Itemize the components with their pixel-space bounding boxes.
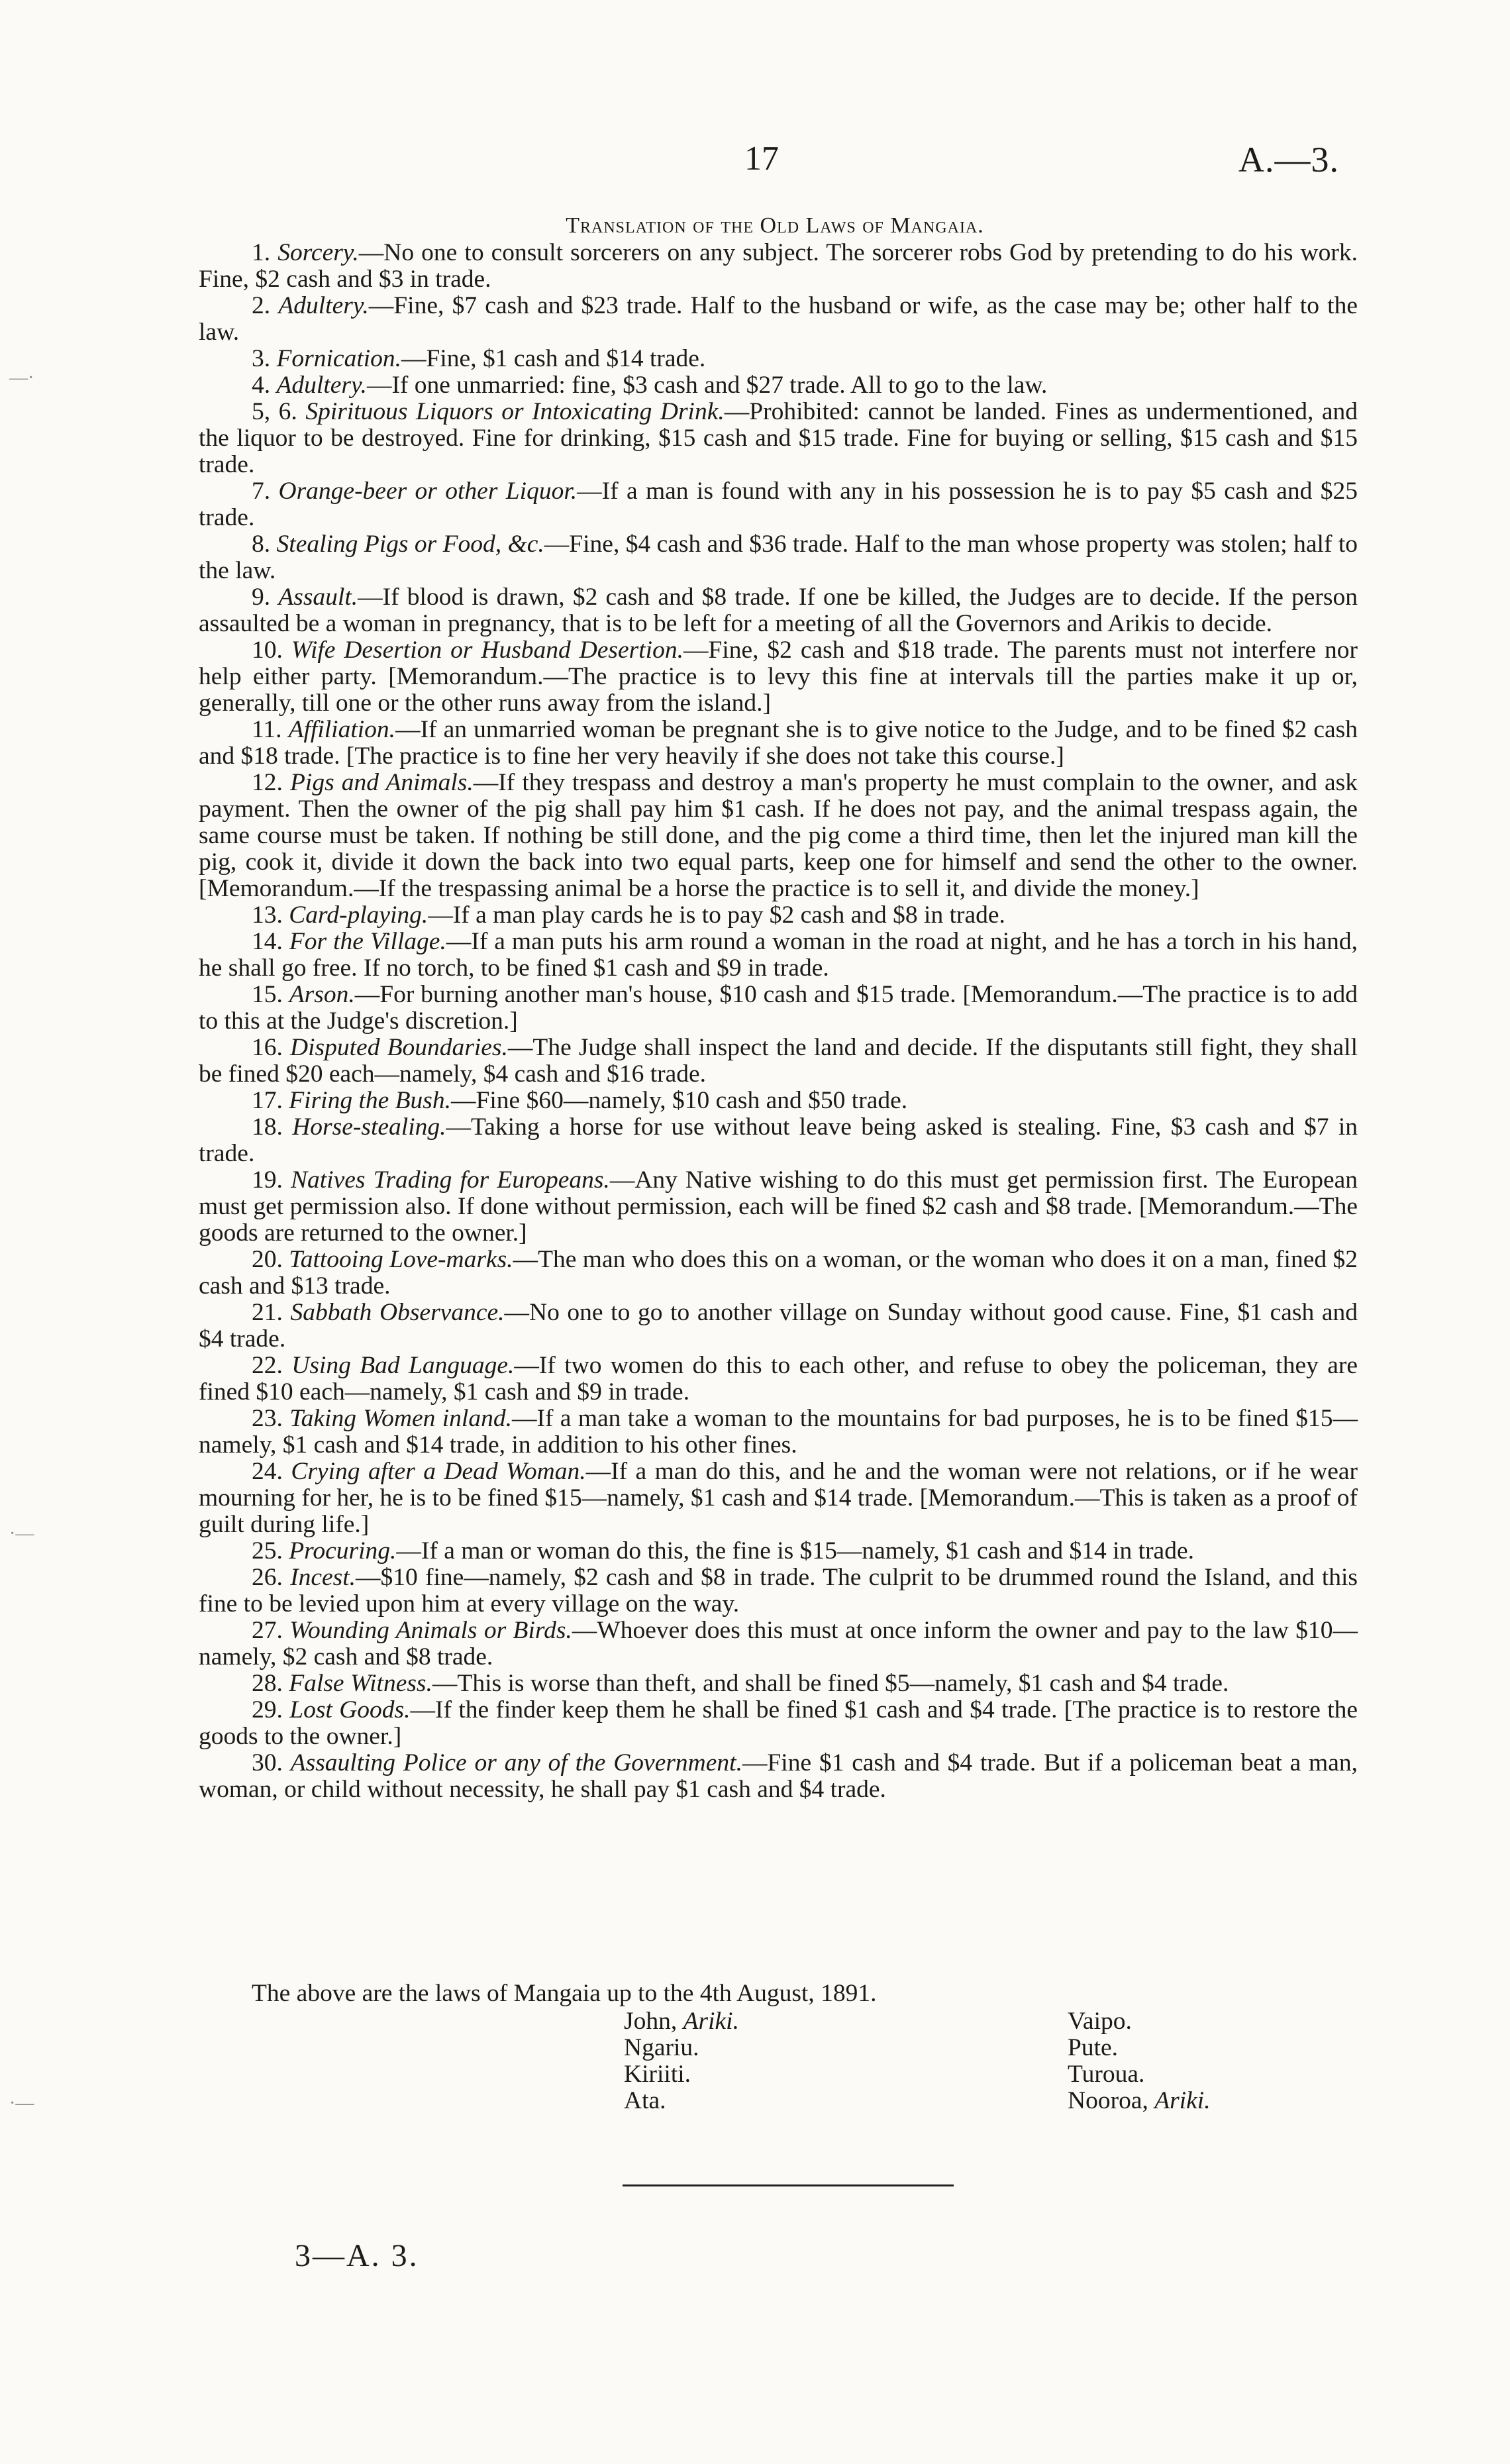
law-item — [199, 293, 1358, 346]
law-item — [199, 1617, 1358, 1670]
document-reference: A.—3. — [1238, 140, 1339, 180]
law-heading: Assaulting Police or any of the Government. — [290, 1749, 742, 1776]
law-heading: Adultery. — [276, 372, 367, 399]
law-heading: Pigs and Animals. — [290, 769, 474, 796]
signature-reference: 3—A. 3. — [295, 2238, 419, 2273]
law-heading: For the Village. — [289, 928, 446, 955]
law-item — [199, 902, 1358, 929]
law-number: 8. — [252, 531, 271, 558]
closing-statement: The above are the laws of Mangaia up to the 4th August, 1891. — [252, 1980, 877, 2007]
law-item — [199, 717, 1358, 770]
law-number: 18. — [252, 1113, 283, 1141]
law-number: 23. — [252, 1405, 283, 1432]
signatory-title: Ariki. — [683, 2008, 739, 2035]
signatory-name: Kiriiti. — [624, 2061, 691, 2088]
margin-mark: ·— — [9, 1523, 34, 1544]
signatory — [624, 2088, 739, 2114]
law-text: —Fine, $4 cash and $36 trade. Half to the man whose property was stolen; half to the law. — [199, 531, 1358, 584]
law-number: 10. — [252, 637, 283, 664]
page-number: 17 — [744, 140, 779, 178]
law-heading: Firing the Bush. — [289, 1087, 452, 1114]
law-number: 22. — [252, 1352, 283, 1379]
law-heading: Card-playing. — [289, 901, 428, 929]
law-text: —The man who does this on a woman, or the woman who does it on a man, fined $2 cash and $13 trade. — [199, 1246, 1358, 1300]
law-heading: Wife Desertion or Husband Desertion. — [291, 637, 683, 664]
signatory-name: Nooroa, — [1068, 2087, 1155, 2114]
law-number: 28. — [252, 1670, 283, 1697]
law-number: 25. — [252, 1537, 283, 1565]
law-heading: Arson. — [289, 981, 355, 1008]
law-heading: Adultery. — [278, 292, 369, 319]
law-number: 5, 6. — [252, 398, 297, 425]
law-item — [199, 1538, 1358, 1565]
law-item — [199, 770, 1358, 902]
law-item — [199, 584, 1358, 637]
law-text: —If a man is found with any in his possession he is to pay $5 cash and $25 trade. — [199, 478, 1358, 531]
law-text: —Any Native wishing to do this must get permission first. The European must get permission also. If done without permission, each will be fined $2 cash and $8 trade. [Memorandum.—The goods are returned to the owner.] — [199, 1166, 1358, 1247]
signatory-name: Turoua. — [1068, 2061, 1145, 2088]
law-item — [199, 1353, 1358, 1406]
signatory-name: Ngariu. — [624, 2034, 699, 2061]
law-item — [199, 531, 1358, 584]
law-item — [199, 346, 1358, 372]
signatory-name: Pute. — [1068, 2034, 1119, 2061]
law-item — [199, 1088, 1358, 1114]
signatory — [1068, 2061, 1211, 2088]
law-heading: Wounding Animals or Birds. — [289, 1617, 572, 1644]
law-number: 24. — [252, 1458, 283, 1485]
law-text: —Fine, $2 cash and $18 trade. The parents must not interfere nor help either party. [Memorandum.—The practice is to levy this fine at intervals till the parties make it up or, generally, till one or the other runs away from the island.] — [199, 637, 1358, 717]
signatory — [1068, 2008, 1211, 2035]
law-heading: Tattooing Love-marks. — [289, 1246, 513, 1273]
page-title: Translation of the Old Laws of Mangaia. — [566, 213, 984, 238]
law-item — [199, 240, 1358, 293]
law-item — [199, 1565, 1358, 1617]
law-heading: False Witness. — [289, 1670, 432, 1697]
law-item — [199, 1459, 1358, 1538]
law-text: —If an unmarried woman be pregnant she is to give notice to the Judge, and to be fined $2 cash and $18 trade. [The practice is to fine her very heavily if she does not take this course.] — [199, 716, 1358, 770]
law-heading: Crying after a Dead Woman. — [291, 1458, 586, 1485]
law-item — [199, 1697, 1358, 1750]
law-heading: Natives Trading for Europeans. — [290, 1166, 610, 1194]
law-number: 13. — [252, 901, 283, 929]
law-number: 1. — [252, 239, 271, 266]
signatory-title: Ariki. — [1154, 2087, 1211, 2114]
law-number: 20. — [252, 1246, 283, 1273]
law-heading: Lost Goods. — [289, 1696, 411, 1723]
law-text: —$10 fine—namely, $2 cash and $8 in trade. The culprit to be drummed round the Island, and this fine to be levied upon him at every village on the way. — [199, 1564, 1358, 1617]
law-item — [199, 372, 1358, 399]
law-item — [199, 929, 1358, 982]
law-text: —Fine, $7 cash and $23 trade. Half to the husband or wife, as the case may be; other half to the law. — [199, 292, 1358, 346]
law-item — [199, 1167, 1358, 1247]
law-number: 16. — [252, 1034, 283, 1061]
law-item — [199, 1406, 1358, 1459]
law-item — [199, 1670, 1358, 1697]
law-text: —If a man play cards he is to pay $2 cash and $8 in trade. — [428, 901, 1005, 929]
law-number: 15. — [252, 981, 283, 1008]
law-number: 29. — [252, 1696, 283, 1723]
law-text: —If a man or woman do this, the fine is $15—namely, $1 cash and $14 in trade. — [396, 1537, 1194, 1565]
law-heading: Stealing Pigs or Food, &c. — [276, 531, 544, 558]
law-item — [199, 478, 1358, 531]
law-text: —Taking a horse for use without leave being asked is stealing. Fine, $3 cash and $7 in trade. — [199, 1113, 1358, 1167]
law-text: —No one to go to another village on Sunday without good cause. Fine, $1 cash and $4 trade. — [199, 1299, 1358, 1353]
law-heading: Procuring. — [289, 1537, 397, 1565]
law-text: —If the finder keep them he shall be fined $1 cash and $4 trade. [The practice is to restore the goods to the owner.] — [199, 1696, 1358, 1750]
law-text: —This is worse than theft, and shall be fined $5—namely, $1 cash and $4 trade. — [432, 1670, 1229, 1697]
law-heading: Disputed Boundaries. — [290, 1034, 508, 1061]
law-number: 3. — [252, 345, 271, 372]
law-item — [199, 1247, 1358, 1300]
law-number: 12. — [252, 769, 283, 796]
law-item — [199, 399, 1358, 478]
laws-list — [199, 240, 1358, 1803]
law-heading: Incest. — [290, 1564, 356, 1591]
law-heading: Spirituous Liquors or Intoxicating Drink. — [305, 398, 725, 425]
signatory-name: Vaipo. — [1068, 2008, 1132, 2035]
law-text: —Fine, $1 cash and $14 trade. — [401, 345, 706, 372]
law-number: 9. — [252, 584, 271, 611]
law-text: —For burning another man's house, $10 cash and $15 trade. [Memorandum.—The practice is to add to this at the Judge's discretion.] — [199, 981, 1358, 1035]
law-item — [199, 1300, 1358, 1353]
law-heading: Affiliation. — [288, 716, 396, 743]
law-item — [199, 1035, 1358, 1088]
law-heading: Assault. — [278, 584, 358, 611]
law-text: —If they trespass and destroy a man's property he must complain to the owner, and ask payment. Then the owner of the pig shall pay him $1 cash. If he does not pay, and the animal trespass again, the same course must be taken. If nothing be still done, and the pig come a third time, then let the injured man kill the pig, cook it, divide it down the back into two equal parts, keep one for himself and send the other to the owner. [Memorandum.—If the trespassing animal be a horse the practice is to sell it, and divide the money.] — [199, 769, 1358, 902]
law-item — [199, 982, 1358, 1035]
law-heading: Sorcery. — [277, 239, 359, 266]
margin-mark: —· — [9, 368, 34, 388]
margin-mark: ·— — [9, 2093, 34, 2114]
law-text: —If blood is drawn, $2 cash and $8 trade. If one be killed, the Judges are to decide. If the person assaulted be a woman in pregnancy, that is to be left for a meeting of all the Governors and Arikis to decide. — [199, 584, 1358, 637]
law-text: —If a man do this, and he and the woman were not relations, or if he wear mourning for her, he is to be fined $15—namely, $1 cash and $14 trade. [Memorandum.—This is taken as a proof of guilt during life.] — [199, 1458, 1358, 1538]
signatory — [624, 2008, 739, 2035]
law-heading: Horse-stealing. — [292, 1113, 446, 1141]
law-text: —If a man take a woman to the mountains for bad purposes, he is to be fined $15—namely, $1 cash and $14 trade, in addition to his other fines. — [199, 1405, 1358, 1459]
law-heading: Fornication. — [276, 345, 402, 372]
law-text: —No one to consult sorcerers on any subject. The sorcerer robs God by pretending to do his work. Fine, $2 cash and $3 in trade. — [199, 239, 1358, 293]
law-text: —Fine $1 cash and $4 trade. But if a policeman beat a man, woman, or child without necessity, he shall pay $1 cash and $4 trade. — [199, 1749, 1358, 1803]
law-text: —Whoever does this must at once inform the owner and pay to the law $10—namely, $2 cash and $8 trade. — [199, 1617, 1358, 1670]
signatory — [624, 2061, 739, 2088]
signatories-left — [624, 2008, 739, 2114]
law-text: —Prohibited: cannot be landed. Fines as undermentioned, and the liquor to be destroyed. Fine for drinking, $15 cash and $15 trade. Fine for buying or selling, $15 cash and $15 trade. — [199, 398, 1358, 478]
law-text: —Fine $60—namely, $10 cash and $50 trade. — [451, 1087, 908, 1114]
law-number: 7. — [252, 478, 271, 505]
horizontal-rule — [623, 2184, 954, 2186]
law-heading: Using Bad Language. — [291, 1352, 515, 1379]
law-number: 30. — [252, 1749, 283, 1776]
signatory-name: Ata. — [624, 2087, 666, 2114]
law-item — [199, 637, 1358, 717]
signatory — [1068, 2088, 1211, 2114]
signatory — [624, 2035, 739, 2061]
law-text: —If a man puts his arm round a woman in the road at night, and he has a torch in his hand, he shall go free. If no torch, to be fined $1 cash and $9 in trade. — [199, 928, 1358, 982]
law-heading: Taking Women inland. — [289, 1405, 512, 1432]
law-item — [199, 1750, 1358, 1803]
signatory-name: John, — [624, 2008, 683, 2035]
law-number: 17. — [252, 1087, 283, 1114]
law-number: 2. — [252, 292, 271, 319]
law-number: 4. — [252, 372, 271, 399]
law-number: 19. — [252, 1166, 283, 1194]
law-item — [199, 1114, 1358, 1167]
law-number: 27. — [252, 1617, 283, 1644]
law-number: 26. — [252, 1564, 283, 1591]
law-number: 21. — [252, 1299, 283, 1326]
law-heading: Sabbath Observance. — [290, 1299, 505, 1326]
signatory — [1068, 2035, 1211, 2061]
law-text: —If one unmarried: fine, $3 cash and $27 trade. All to go to the law. — [366, 372, 1048, 399]
law-number: 14. — [252, 928, 283, 955]
law-text: —If two women do this to each other, and refuse to obey the policeman, they are fined $10 each—namely, $1 cash and $9 in trade. — [199, 1352, 1358, 1406]
law-heading: Orange-beer or other Liquor. — [278, 478, 578, 505]
signatories-right — [1068, 2008, 1211, 2114]
law-number: 11. — [252, 716, 282, 743]
law-text: —The Judge shall inspect the land and decide. If the disputants still fight, they shall be fined $20 each—namely, $4 cash and $16 trade. — [199, 1034, 1358, 1088]
